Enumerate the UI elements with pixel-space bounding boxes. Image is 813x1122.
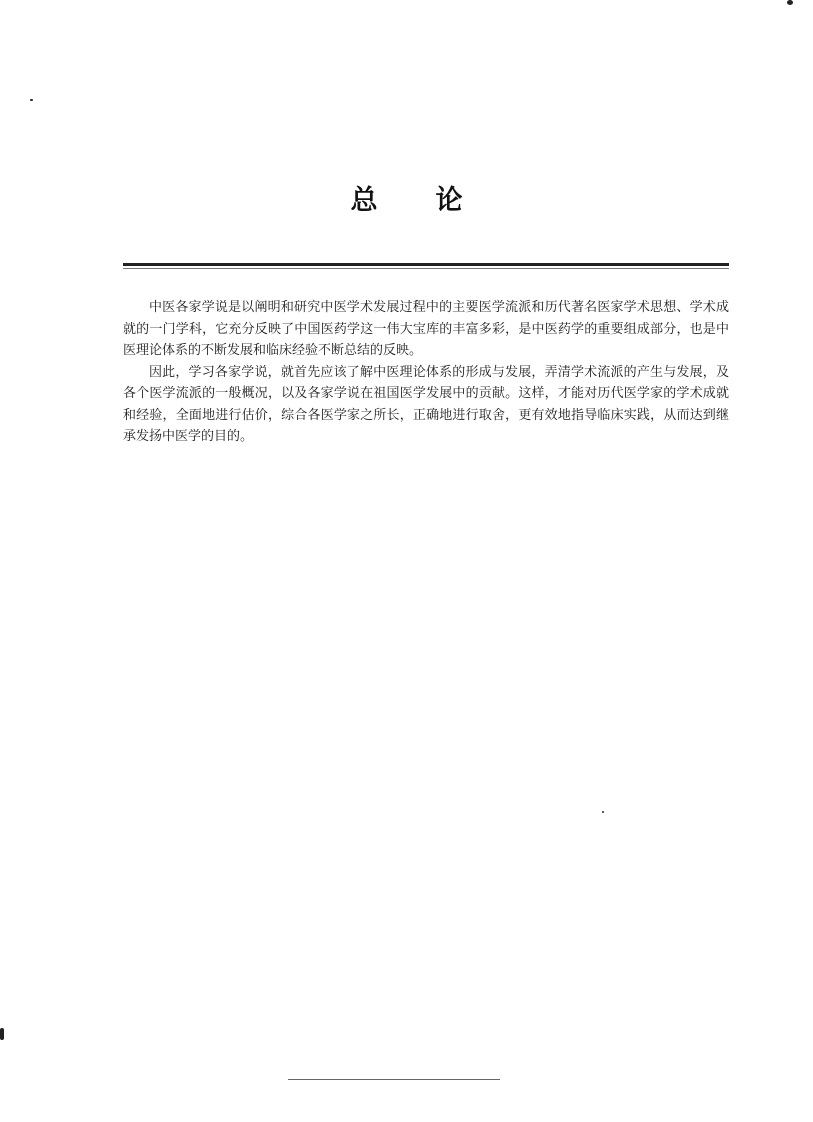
scan-speck [0, 1028, 4, 1040]
footer-divider [288, 1079, 500, 1080]
scan-speck [602, 811, 604, 813]
title-divider-thin [123, 268, 729, 269]
page-title: 总论 [350, 185, 521, 216]
body-text [123, 297, 729, 448]
paragraph-1: 中医各家学说是以阐明和研究中医学术发展过程中的主要医学流派和历代著名医家学术思想、学术成就的一门学科，它充分反映了中国医药学这一伟大宝库的丰富多彩，是中医药学的重要组成部分，也是中医理论体系的不断发展和临床经验不断总结的反映。 [123, 300, 729, 358]
scan-speck [787, 0, 793, 5]
paragraph-2: 因此，学习各家学说，就首先应该了解中医理论体系的形成与发展，弄清学术流派的产生与发展，及各个医学流派的一般概况，以及各家学说在祖国医学发展中的贡献。这样，才能对历代医学家的学术成就和经验，全面地进行估价，综合各医学家之所长，正确地进行取舍，更有效地指导临床实践，从而达到继承发扬中医学的目的。 [123, 364, 729, 444]
scan-speck [30, 99, 33, 101]
title-divider-thick [123, 263, 729, 266]
